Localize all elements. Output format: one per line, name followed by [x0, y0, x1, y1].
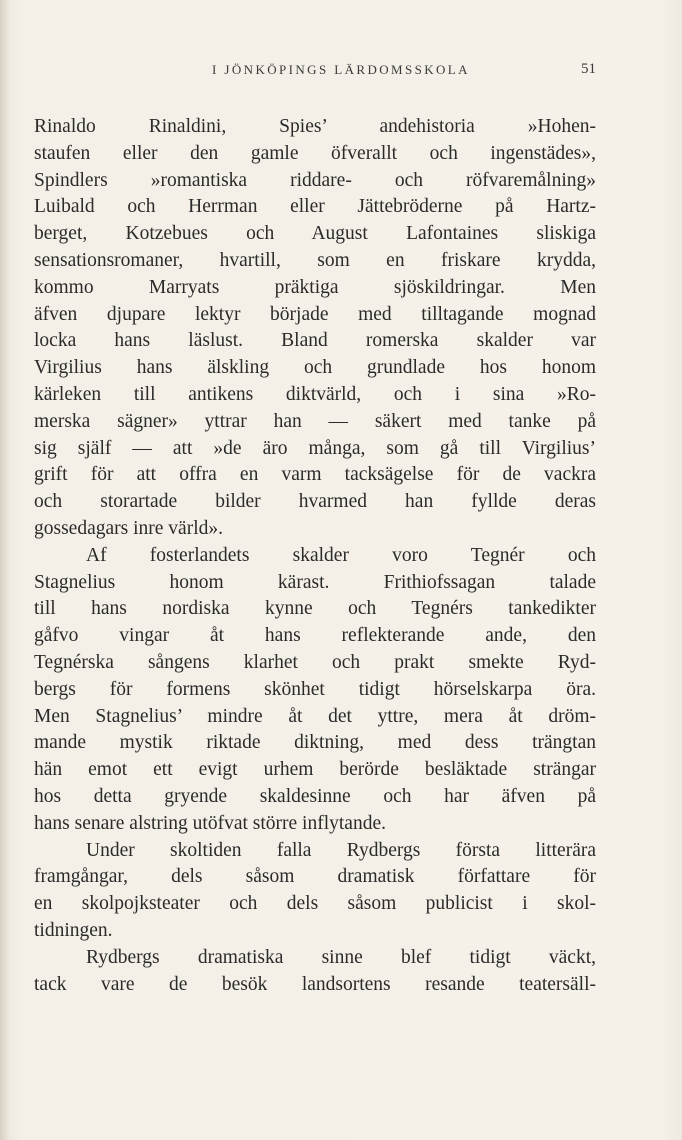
text-line: staufen eller den gamle öfverallt och ingenstädes»,	[34, 142, 596, 164]
text-line: Luibald och Herrman eller Jättebröderne på Hartz-	[34, 196, 596, 218]
text-line: tidningen.	[34, 919, 113, 941]
text-line: hos detta gryende skaldesinne och har äfven på	[34, 785, 596, 807]
page-number: 51	[581, 61, 596, 77]
text-line: grift för att offra en varm tacksägelse för de vackra	[34, 464, 596, 486]
text-line: kommo Marryats präktiga sjöskildringar. Men	[34, 276, 596, 298]
text-line: till hans nordiska kynne och Tegnérs tankedikter	[34, 598, 596, 620]
text-line: Af fosterlandets skalder voro Tegnér och	[86, 544, 596, 566]
text-line: Rydbergs dramatiska sinne blef tidigt väckt,	[86, 946, 596, 968]
text-line: Tegnérska sångens klarhet och prakt smekte Ryd-	[34, 651, 596, 673]
text-line: sig själf — att »de äro många, som gå till Virgilius’	[34, 437, 596, 459]
text-line: och storartade bilder hvarmed han fyllde deras	[34, 491, 596, 513]
text-line: Men Stagnelius’ mindre åt det yttre, mera åt dröm-	[34, 705, 596, 727]
text-line: hän emot ett evigt urhem berörde besläktade strängar	[34, 759, 596, 781]
text-line: Spindlers »romantiska riddare- och röfvaremålning»	[34, 169, 596, 191]
text-line: framgångar, dels såsom dramatisk författare för	[34, 866, 596, 888]
page-gutter-shadow	[0, 0, 10, 1140]
text-line: gossedagars inre värld».	[34, 517, 223, 539]
text-line: locka hans läslust. Bland romerska skalder var	[34, 330, 596, 352]
text-line: gåfvo vingar åt hans reflekterande ande, den	[34, 625, 596, 647]
text-line: bergs för formens skönhet tidigt hörselskarpa öra.	[34, 678, 596, 700]
body-text	[34, 114, 596, 998]
text-line: Stagnelius honom kärast. Frithiofssagan talade	[34, 571, 596, 593]
text-line: äfven djupare lektyr började med tilltagande mognad	[34, 303, 596, 325]
text-line: en skolpojksteater och dels såsom publicist i skol-	[34, 893, 596, 915]
text-line: merska sägner» yttrar han — säkert med tanke på	[34, 410, 596, 432]
text-line: sensationsromaner, hvartill, som en friskare krydda,	[34, 249, 596, 271]
text-line: Rinaldo Rinaldini, Spies’ andehistoria »Hohen-	[34, 116, 596, 137]
text-line: mande mystik riktade diktning, med dess trängtan	[34, 732, 596, 754]
text-line: kärleken till antikens diktvärld, och i sina »Ro-	[34, 383, 596, 405]
text-line: tack vare de besök landsortens resande teatersäll-	[34, 973, 596, 995]
text-line: Under skoltiden falla Rydbergs första litterära	[86, 839, 596, 861]
text-line: Virgilius hans älskling och grundlade hos honom	[34, 357, 596, 379]
running-head	[0, 62, 682, 86]
text-line: hans senare alstring utöfvat större inflytande.	[34, 812, 386, 834]
running-head-title: I JÖNKÖPINGS LÄRDOMSSKOLA	[212, 62, 470, 77]
text-line: berget, Kotzebues och August Lafontaines sliskiga	[34, 223, 596, 245]
